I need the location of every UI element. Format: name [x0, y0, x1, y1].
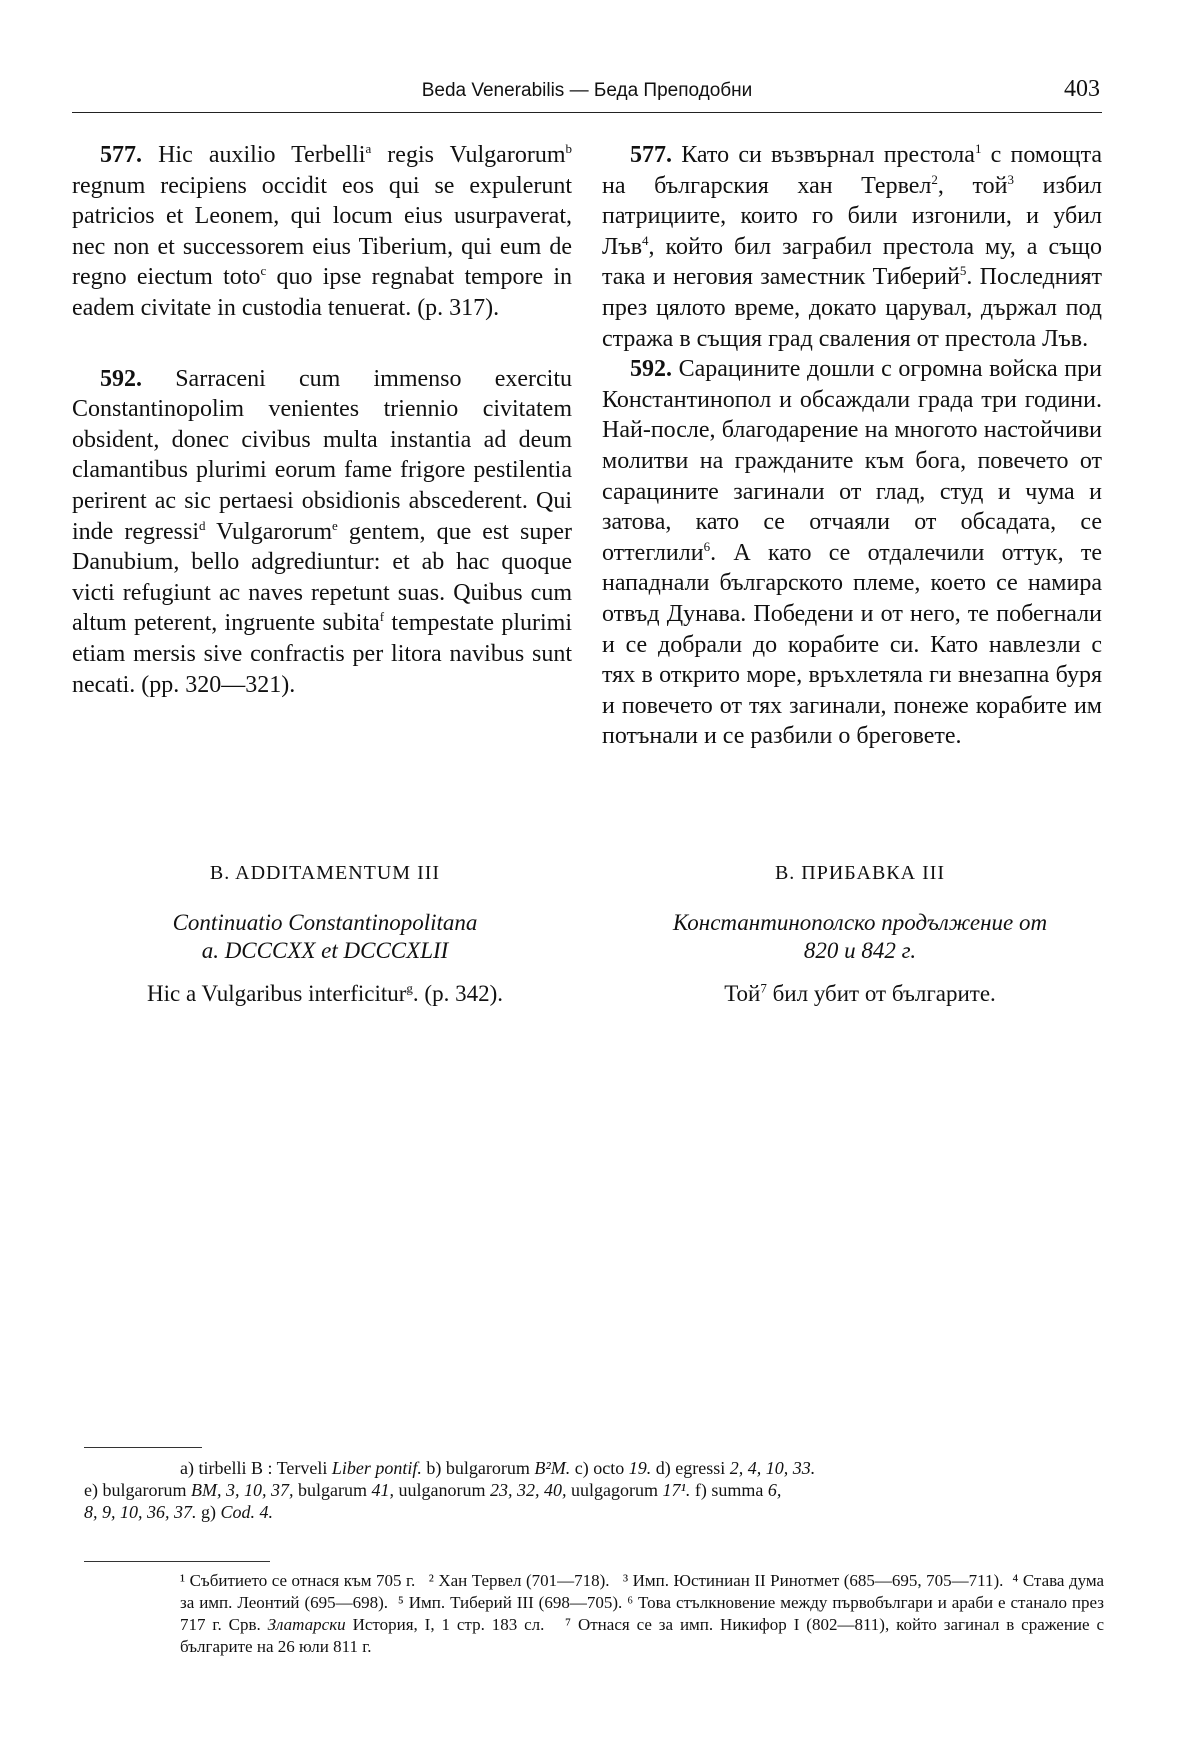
- bulgarian-paragraph-577: 577. Като си възвърнал престола$^1$ с помощта на българския хан Тервел$^2$, той$^3$ избил патрициите, които го били изгонили, и убил Лъв$^4$, който бил заграбил престола му, а също така и неговия заместник Тиберий$^5$. Последният през цялото време, докато царувал, държал под стража в същия град сваления от престола Лъв.: [602, 141, 1103, 352]
- critical-apparatus: [84, 1457, 1104, 1523]
- footnotes: [84, 1570, 1104, 1658]
- footnote-marker: 5: [959, 263, 967, 279]
- section-subtitle: Константинополско продължение от: [672, 910, 1048, 935]
- footnote-2: ² Хан Тервел (701—718).: [428, 1571, 610, 1590]
- footnote-block: [84, 1570, 1104, 1658]
- apparatus-line: e) bulgarorum BM, 3, 10, 37, bulgarum 41, uulganorum 23, 32, 40, uulgagorum 17¹. f) summa 6,: [84, 1480, 782, 1500]
- apparatus-line: 8, 9, 10, 36, 37. g) Cod. 4.: [84, 1502, 274, 1522]
- footnote-marker: f: [379, 609, 385, 625]
- section-heading: B. ПРИБАВКА III: [774, 862, 946, 884]
- paragraph-number: 577.: [630, 142, 672, 168]
- paragraph-number: 577.: [100, 142, 142, 168]
- footnote-marker: 1: [974, 141, 982, 156]
- footnote-3: ³ Имп. Юстиниан II Ринотмет (685—695, 705—711).: [623, 1571, 1004, 1590]
- page-number: 403: [1064, 76, 1100, 102]
- section-text: Hic a Vulgaribus interficitur$^g$. (p. 342).: [146, 980, 503, 1006]
- running-header: [72, 72, 1102, 113]
- latin-column: [72, 140, 572, 700]
- footnote-7: ⁷ Отнася се за имп. Никифор I (802—811), който загинал в сражение с българите на 26 юли 811 г.: [180, 1615, 1105, 1656]
- section-subtitle-dates: a. DCCCXX et DCCCXLII: [201, 938, 449, 963]
- latin-paragraph-577: 577. Hic auxilio Terbelli$^a$ regis Vulgarorum$^b$ regnum recipiens occidit eos qui se expulerunt patricios et Leonem, qui locum eius usurpaverat, nec non et successorem eius Tiberium, qui eum de regno eiectum toto$^c$ quo ipse regnabat tempore in eadem civitate in custodia tenuerat. (p. 317).: [72, 141, 573, 321]
- footnote-marker: d: [199, 517, 206, 533]
- section-subtitle: Continuatio Constantinopolitana: [172, 910, 478, 935]
- footnote-marker: g: [406, 980, 413, 996]
- section-subtitle-dates: 820 и 842 г.: [803, 938, 917, 963]
- bulgarian-section-b: [610, 862, 1110, 1007]
- footnote-marker: b: [565, 141, 572, 156]
- apparatus-divider: [84, 1447, 202, 1448]
- bulgarian-paragraph-592: 592. Сарацините дошли с огромна войска при Константинопол и обсаждали града три години. Най-после, благодарение на многото настойчиви молитви на гражданите към бога, повечето от сарацините загинали от глад, студ и чума и затова, като се отчаяли от обсадата, се оттеглили$^6$. А като се отдалечили оттук, те нападнали българското племе, което се намира отвъд Дунава. Победени и от него, те побегнали и се добрали до корабите си. Като навлезли с тях в открито море, връхлетяла ги внезапна буря и повечето от тях загинали, понеже корабите им потънали и се разбили о бреговете.: [602, 356, 1102, 750]
- footnote-marker: 4: [642, 232, 649, 248]
- paragraph-number: 592.: [630, 356, 672, 383]
- apparatus-line: a) tirbelli B : Terveli Liber pontif. b) bulgarorum B²M. c) octo 19. d) egressi 2, 4, 10, 33.: [180, 1458, 816, 1478]
- footnote-1: ¹ Събитието се отнася към 705 г.: [180, 1571, 416, 1590]
- latin-paragraph-592: 592. Sarraceni cum immenso exercitu Constantinopolim venientes triennio civitatem obsident, donec civibus multa instantia ad deum clamantibus plurimi eorum fame frigore pestilentia perirent ac sic pertaesi obsidionis abscederent. Qui inde regressi$^d$ Vulgarorum$^e$ gentem, que est super Danubium, bello adgrediuntur: et ab hac quoque victi refugiunt ac naves repetunt suas. Quibus cum altum peterent, ingruente subita$^f$ tempestate plurimi etiam mersis sive confractis per litora navibus sunt necati. (pp. 320—321).: [72, 365, 572, 698]
- footnotes-divider: [84, 1561, 270, 1562]
- section-text: Той$^7$ бил убит от българите.: [724, 980, 996, 1006]
- footnote-marker: c: [260, 263, 267, 279]
- footnote-6: ⁶ Това стълкновение между първобългари и араби е станало през 717 г. Срв. Златарски История, I, 1 стр. 183 сл.: [180, 1593, 1104, 1634]
- section-heading: B. ADDITAMENTUM III: [209, 862, 441, 884]
- footnote-marker: 7: [760, 980, 767, 996]
- running-title: Beda Venerabilis — Беда Преподобни: [421, 80, 753, 101]
- footnote-marker: a: [365, 141, 372, 156]
- paragraph-number: 592.: [100, 365, 142, 392]
- footnote-marker: e: [332, 517, 338, 533]
- latin-section-b: [100, 862, 550, 1007]
- footnote-marker: 6: [703, 538, 711, 554]
- bulgarian-column: [602, 140, 1102, 752]
- footnote-5: ⁵ Имп. Тиберий III (698—705).: [397, 1593, 623, 1612]
- footnote-marker: 3: [1007, 171, 1015, 187]
- footnote-marker: 2: [931, 171, 938, 187]
- footnote-4: ⁴ Става дума за имп. Леонтий (695—698).: [180, 1571, 1105, 1612]
